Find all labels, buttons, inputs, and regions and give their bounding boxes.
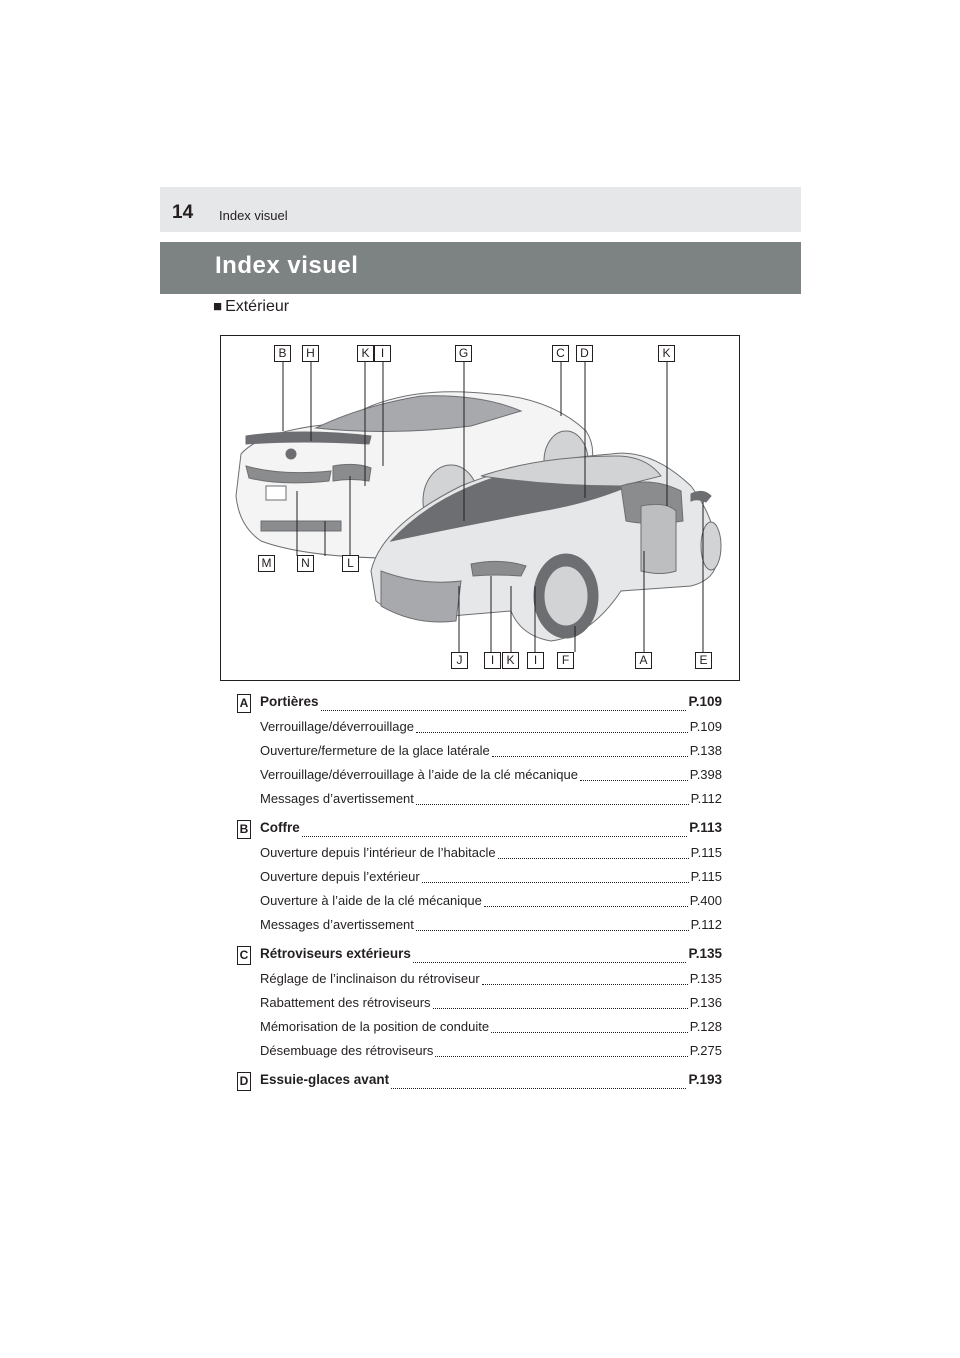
- section-heading: [213, 298, 289, 316]
- sub-entry-title: Verrouillage/déverrouillage: [260, 719, 414, 734]
- entry-sub-row[interactable]: [260, 787, 722, 811]
- sub-entry-title: Réglage de l’inclinaison du rétroviseur: [260, 971, 480, 986]
- page-reference: P.109: [689, 719, 722, 734]
- dot-leader: [413, 961, 687, 963]
- page-reference: P.112: [690, 917, 722, 932]
- dot-leader: [580, 779, 688, 781]
- entry-title: Coffre: [260, 820, 300, 835]
- square-bullet-icon: ■: [213, 298, 223, 315]
- page-reference: P.136: [689, 995, 722, 1010]
- sub-entry-title: Rabattement des rétroviseurs: [260, 995, 431, 1010]
- dot-leader: [498, 857, 689, 859]
- dot-leader: [433, 1007, 688, 1009]
- entry-main-row[interactable]: [260, 1072, 722, 1093]
- page-number: 14: [172, 202, 194, 223]
- entry-sub-row[interactable]: [260, 739, 722, 763]
- index-entry: [240, 1072, 722, 1093]
- sub-entry-title: Ouverture depuis l’intérieur de l’habitacle: [260, 845, 496, 860]
- page-reference: P.135: [688, 946, 722, 961]
- section-label: Extérieur: [225, 298, 290, 315]
- callout-label: L: [342, 555, 359, 572]
- callout-label: K: [357, 345, 374, 362]
- entry-sub-row[interactable]: [260, 967, 722, 991]
- dot-leader: [422, 881, 689, 883]
- callout-label: J: [451, 652, 468, 669]
- dot-leader: [391, 1087, 686, 1089]
- page-reference: P.128: [689, 1019, 722, 1034]
- callout-label: A: [635, 652, 652, 669]
- sub-entry-title: Messages d’avertissement: [260, 917, 414, 932]
- dot-leader: [491, 1031, 688, 1033]
- dot-leader: [416, 731, 688, 733]
- sub-entry-title: Verrouillage/déverrouillage à l’aide de la clé mécanique: [260, 767, 578, 782]
- index-entry: [240, 820, 722, 937]
- page-reference: P.109: [688, 694, 722, 709]
- entry-sub-row[interactable]: [260, 991, 722, 1015]
- entry-sub-row[interactable]: [260, 763, 722, 787]
- index-entry: [240, 694, 722, 811]
- page-reference: P.112: [690, 791, 722, 806]
- callout-label: N: [297, 555, 314, 572]
- page-reference: P.115: [690, 845, 722, 860]
- dot-leader: [435, 1055, 687, 1057]
- sub-entry-title: Désembuage des rétroviseurs: [260, 1043, 434, 1058]
- page-title-band: [160, 242, 801, 294]
- page-reference: P.138: [689, 743, 722, 758]
- index-entry-list: [240, 694, 722, 1102]
- dot-leader: [492, 755, 688, 757]
- page-reference: P.115: [690, 869, 722, 884]
- callout-label: I: [484, 652, 501, 669]
- dot-leader: [416, 803, 689, 805]
- entry-sub-row[interactable]: [260, 865, 722, 889]
- page-reference: P.135: [689, 971, 722, 986]
- page-title: Index visuel: [215, 252, 359, 279]
- car-drawing: [221, 336, 739, 680]
- callout-label: G: [455, 345, 472, 362]
- entry-sub-row[interactable]: [260, 715, 722, 739]
- dot-leader: [302, 835, 687, 837]
- entry-letter-badge: A: [237, 694, 251, 713]
- dot-leader: [482, 983, 688, 985]
- callout-label: B: [274, 345, 291, 362]
- callout-label: F: [557, 652, 574, 669]
- dot-leader: [484, 905, 688, 907]
- callout-label: M: [258, 555, 275, 572]
- sub-entry-title: Ouverture à l’aide de la clé mécanique: [260, 893, 482, 908]
- callout-label: K: [502, 652, 519, 669]
- entry-sub-row[interactable]: [260, 1039, 722, 1063]
- page-reference: P.113: [689, 820, 722, 835]
- callout-label: I: [374, 345, 391, 362]
- page-reference: P.400: [689, 893, 722, 908]
- entry-letter-badge: C: [237, 946, 251, 965]
- sub-entry-title: Ouverture/fermeture de la glace latérale: [260, 743, 490, 758]
- page-reference: P.275: [689, 1043, 722, 1058]
- dot-leader: [416, 929, 689, 931]
- callout-label: E: [695, 652, 712, 669]
- dot-leader: [321, 709, 687, 711]
- sub-entry-title: Ouverture depuis l’extérieur: [260, 869, 420, 884]
- entry-sub-row[interactable]: [260, 889, 722, 913]
- sub-entry-title: Messages d’avertissement: [260, 791, 414, 806]
- entry-letter-badge: B: [237, 820, 251, 839]
- callout-label: C: [552, 345, 569, 362]
- entry-letter-badge: D: [237, 1072, 251, 1091]
- entry-main-row[interactable]: [260, 820, 722, 841]
- entry-main-row[interactable]: [260, 946, 722, 967]
- entry-title: Essuie-glaces avant: [260, 1072, 390, 1087]
- entry-main-row[interactable]: [260, 694, 722, 715]
- page-reference: P.398: [689, 767, 722, 782]
- callout-label: K: [658, 345, 675, 362]
- car-exterior-illustration: [220, 335, 740, 681]
- callout-label: I: [527, 652, 544, 669]
- entry-title: Portières: [260, 694, 319, 709]
- sub-entry-title: Mémorisation de la position de conduite: [260, 1019, 490, 1034]
- callout-label: D: [576, 345, 593, 362]
- entry-sub-row[interactable]: [260, 1015, 722, 1039]
- page-reference: P.193: [688, 1072, 722, 1087]
- entry-sub-row[interactable]: [260, 913, 722, 937]
- entry-sub-row[interactable]: [260, 841, 722, 865]
- entry-title: Rétroviseurs extérieurs: [260, 946, 411, 961]
- callout-label: H: [302, 345, 319, 362]
- index-entry: [240, 946, 722, 1063]
- running-title: Index visuel: [219, 208, 288, 223]
